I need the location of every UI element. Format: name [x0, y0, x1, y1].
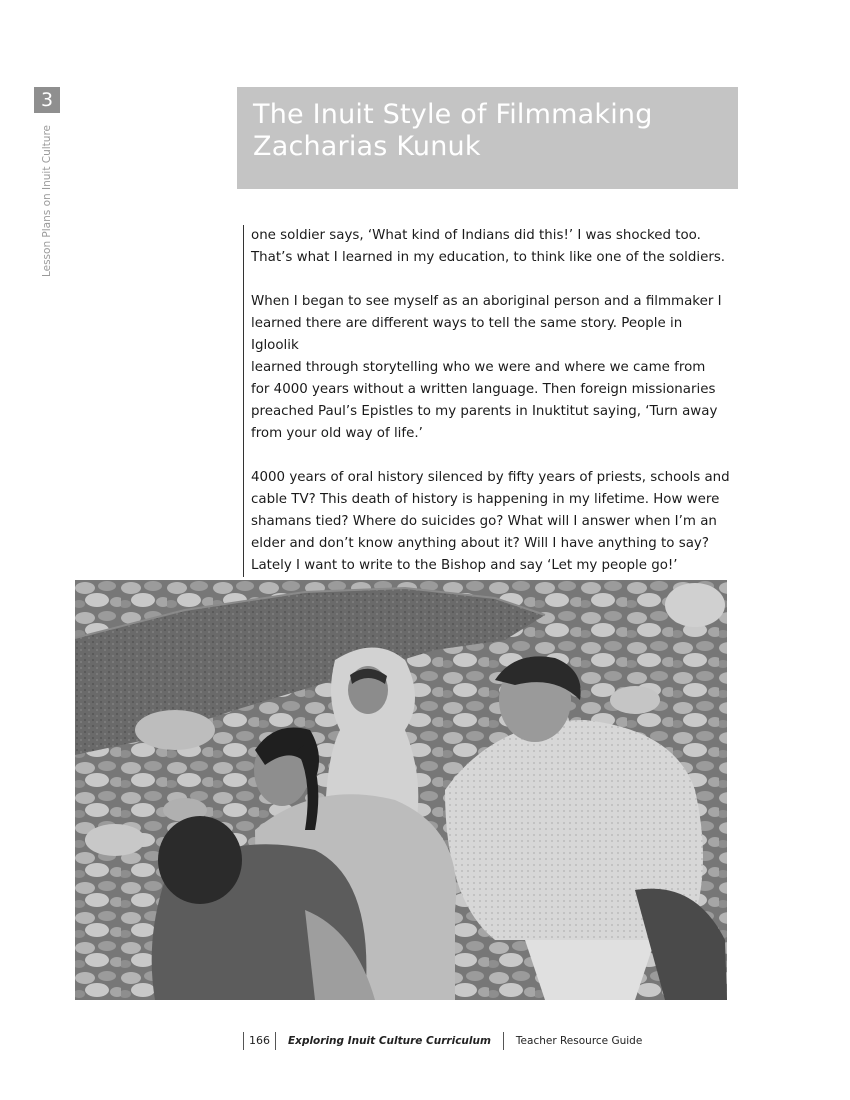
body-paragraph-2: When I began to see myself as an aboriginal person and a filmmaker I learned there are different ways to tell the same story. People in Igloolik learned through storytelling who we were and where we came from for 4000 years without a written language. Then foreign missionaries preached Paul’s Epistles to my parents in Inuktitut saying, ‘Turn away from your old way of life.’	[251, 294, 722, 441]
photograph-inuit-family	[75, 580, 727, 1000]
chapter-number-box	[34, 87, 60, 113]
page-number: 166	[243, 1032, 276, 1050]
body-paragraph-1: one soldier says, ‘What kind of Indians did this!’ I was shocked too. That’s what I learned in my education, to think like one of the soldiers.	[251, 228, 726, 265]
body-paragraph-3: 4000 years of oral history silenced by fifty years of priests, schools and cable TV? This death of history is happening in my lifetime. How were shamans tied? Where do suicides go? What will I answer when I’m an elder and don’t know anything about it? Will I have anything to say? Lately I want to write to the Bishop and say ‘Let my people go!’	[251, 470, 730, 573]
page-title-line-1: The Inuit Style of Filmmaking	[253, 99, 653, 130]
series-title: Exploring Inuit Culture Curriculum	[288, 1032, 504, 1050]
title-banner	[237, 87, 738, 189]
chapter-side-label: Lesson Plans on Inuit Culture	[41, 125, 53, 278]
chapter-number: 3	[40, 89, 54, 111]
page-footer	[243, 1031, 642, 1051]
body-text	[243, 225, 733, 577]
page-title-line-2: Zacharias Kunuk	[253, 131, 481, 162]
side-label-container	[34, 125, 60, 285]
page-title	[253, 99, 738, 163]
guide-label: Teacher Resource Guide	[515, 1035, 643, 1047]
